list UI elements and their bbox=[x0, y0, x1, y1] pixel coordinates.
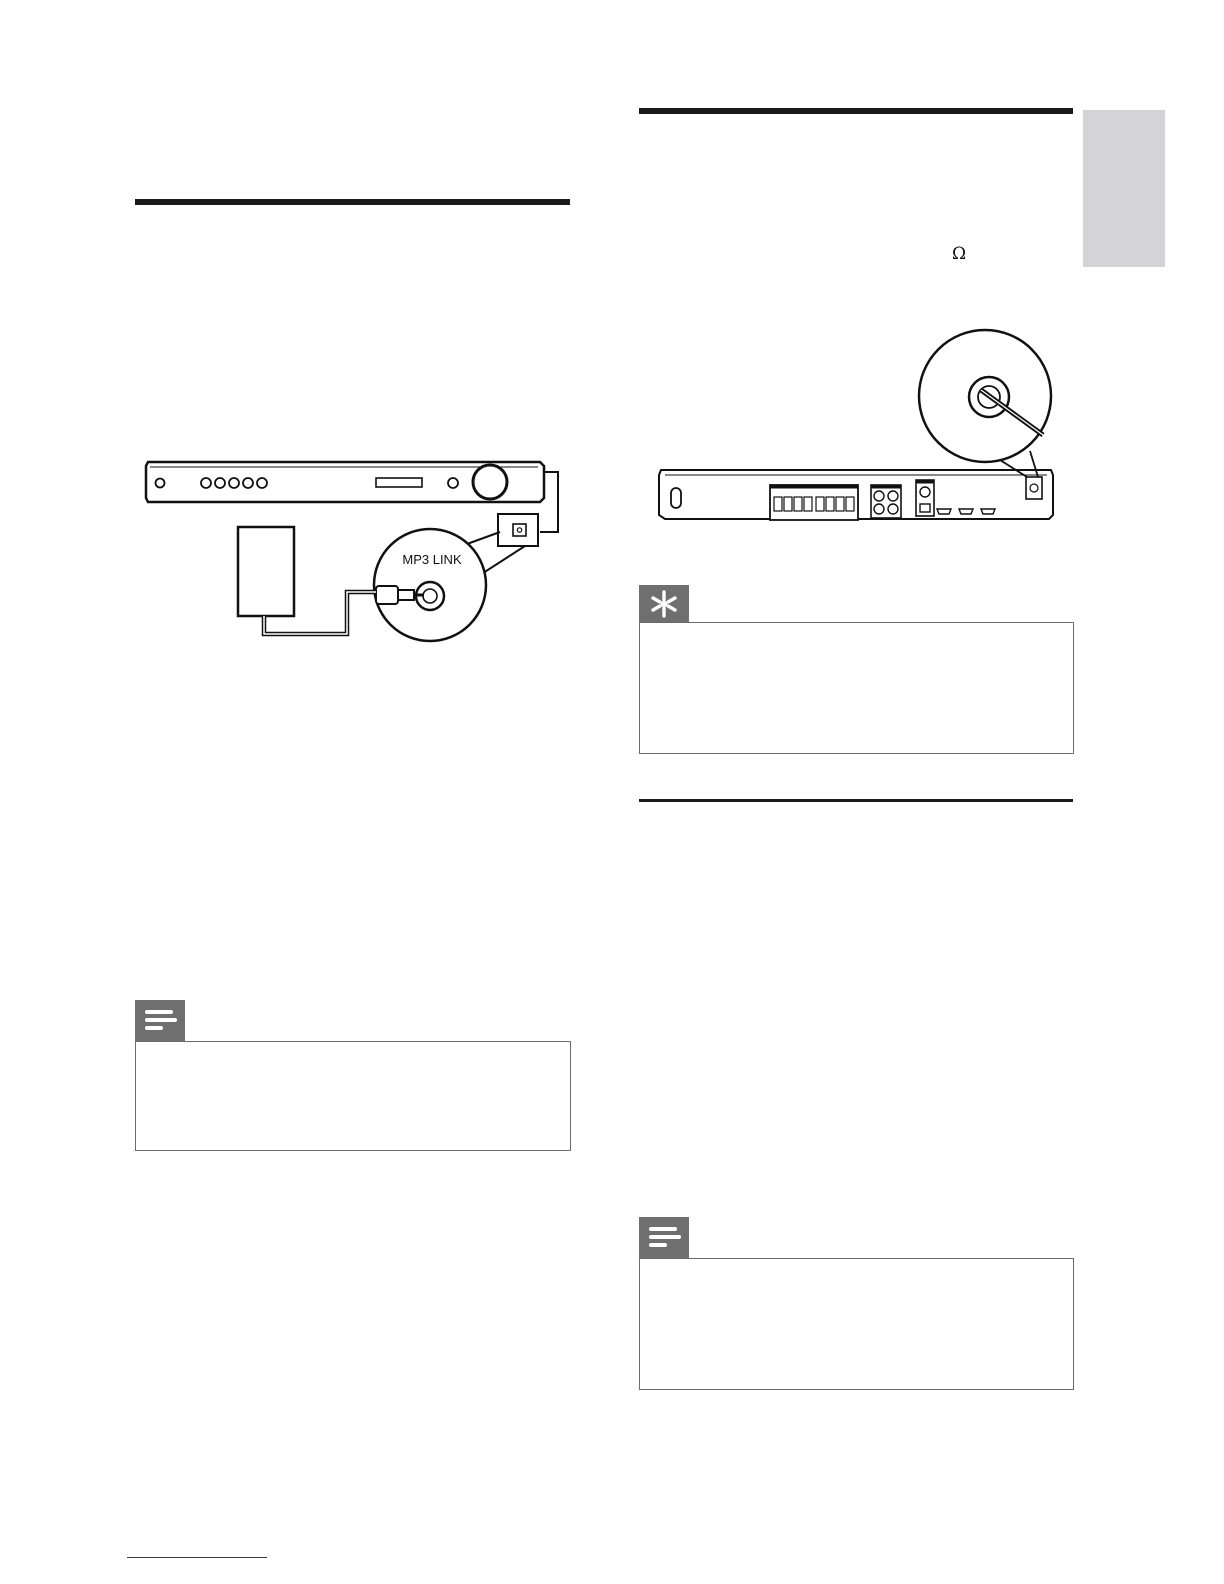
note-tab-left bbox=[135, 1000, 185, 1042]
tip-asterisk-icon bbox=[639, 585, 689, 623]
footer-link-underline[interactable] bbox=[127, 1557, 267, 1558]
note-lines-icon bbox=[639, 1217, 689, 1259]
note-tab-right bbox=[639, 1217, 689, 1259]
section-rule-right bbox=[639, 108, 1073, 114]
ohm-symbol: Ω bbox=[952, 244, 967, 264]
language-tab bbox=[1083, 110, 1165, 267]
note-box-right bbox=[639, 1258, 1074, 1390]
note-lines-icon bbox=[135, 1000, 185, 1042]
mp3-link-connection-figure bbox=[140, 450, 570, 650]
rear-panel-figure bbox=[655, 325, 1065, 530]
section-rule-right-lower bbox=[639, 799, 1073, 802]
section-rule-left bbox=[135, 199, 570, 205]
mp3-link-label: MP3 LINK bbox=[402, 552, 462, 567]
tip-tab bbox=[639, 585, 689, 623]
tip-box bbox=[639, 622, 1074, 754]
note-box-left bbox=[135, 1041, 571, 1151]
